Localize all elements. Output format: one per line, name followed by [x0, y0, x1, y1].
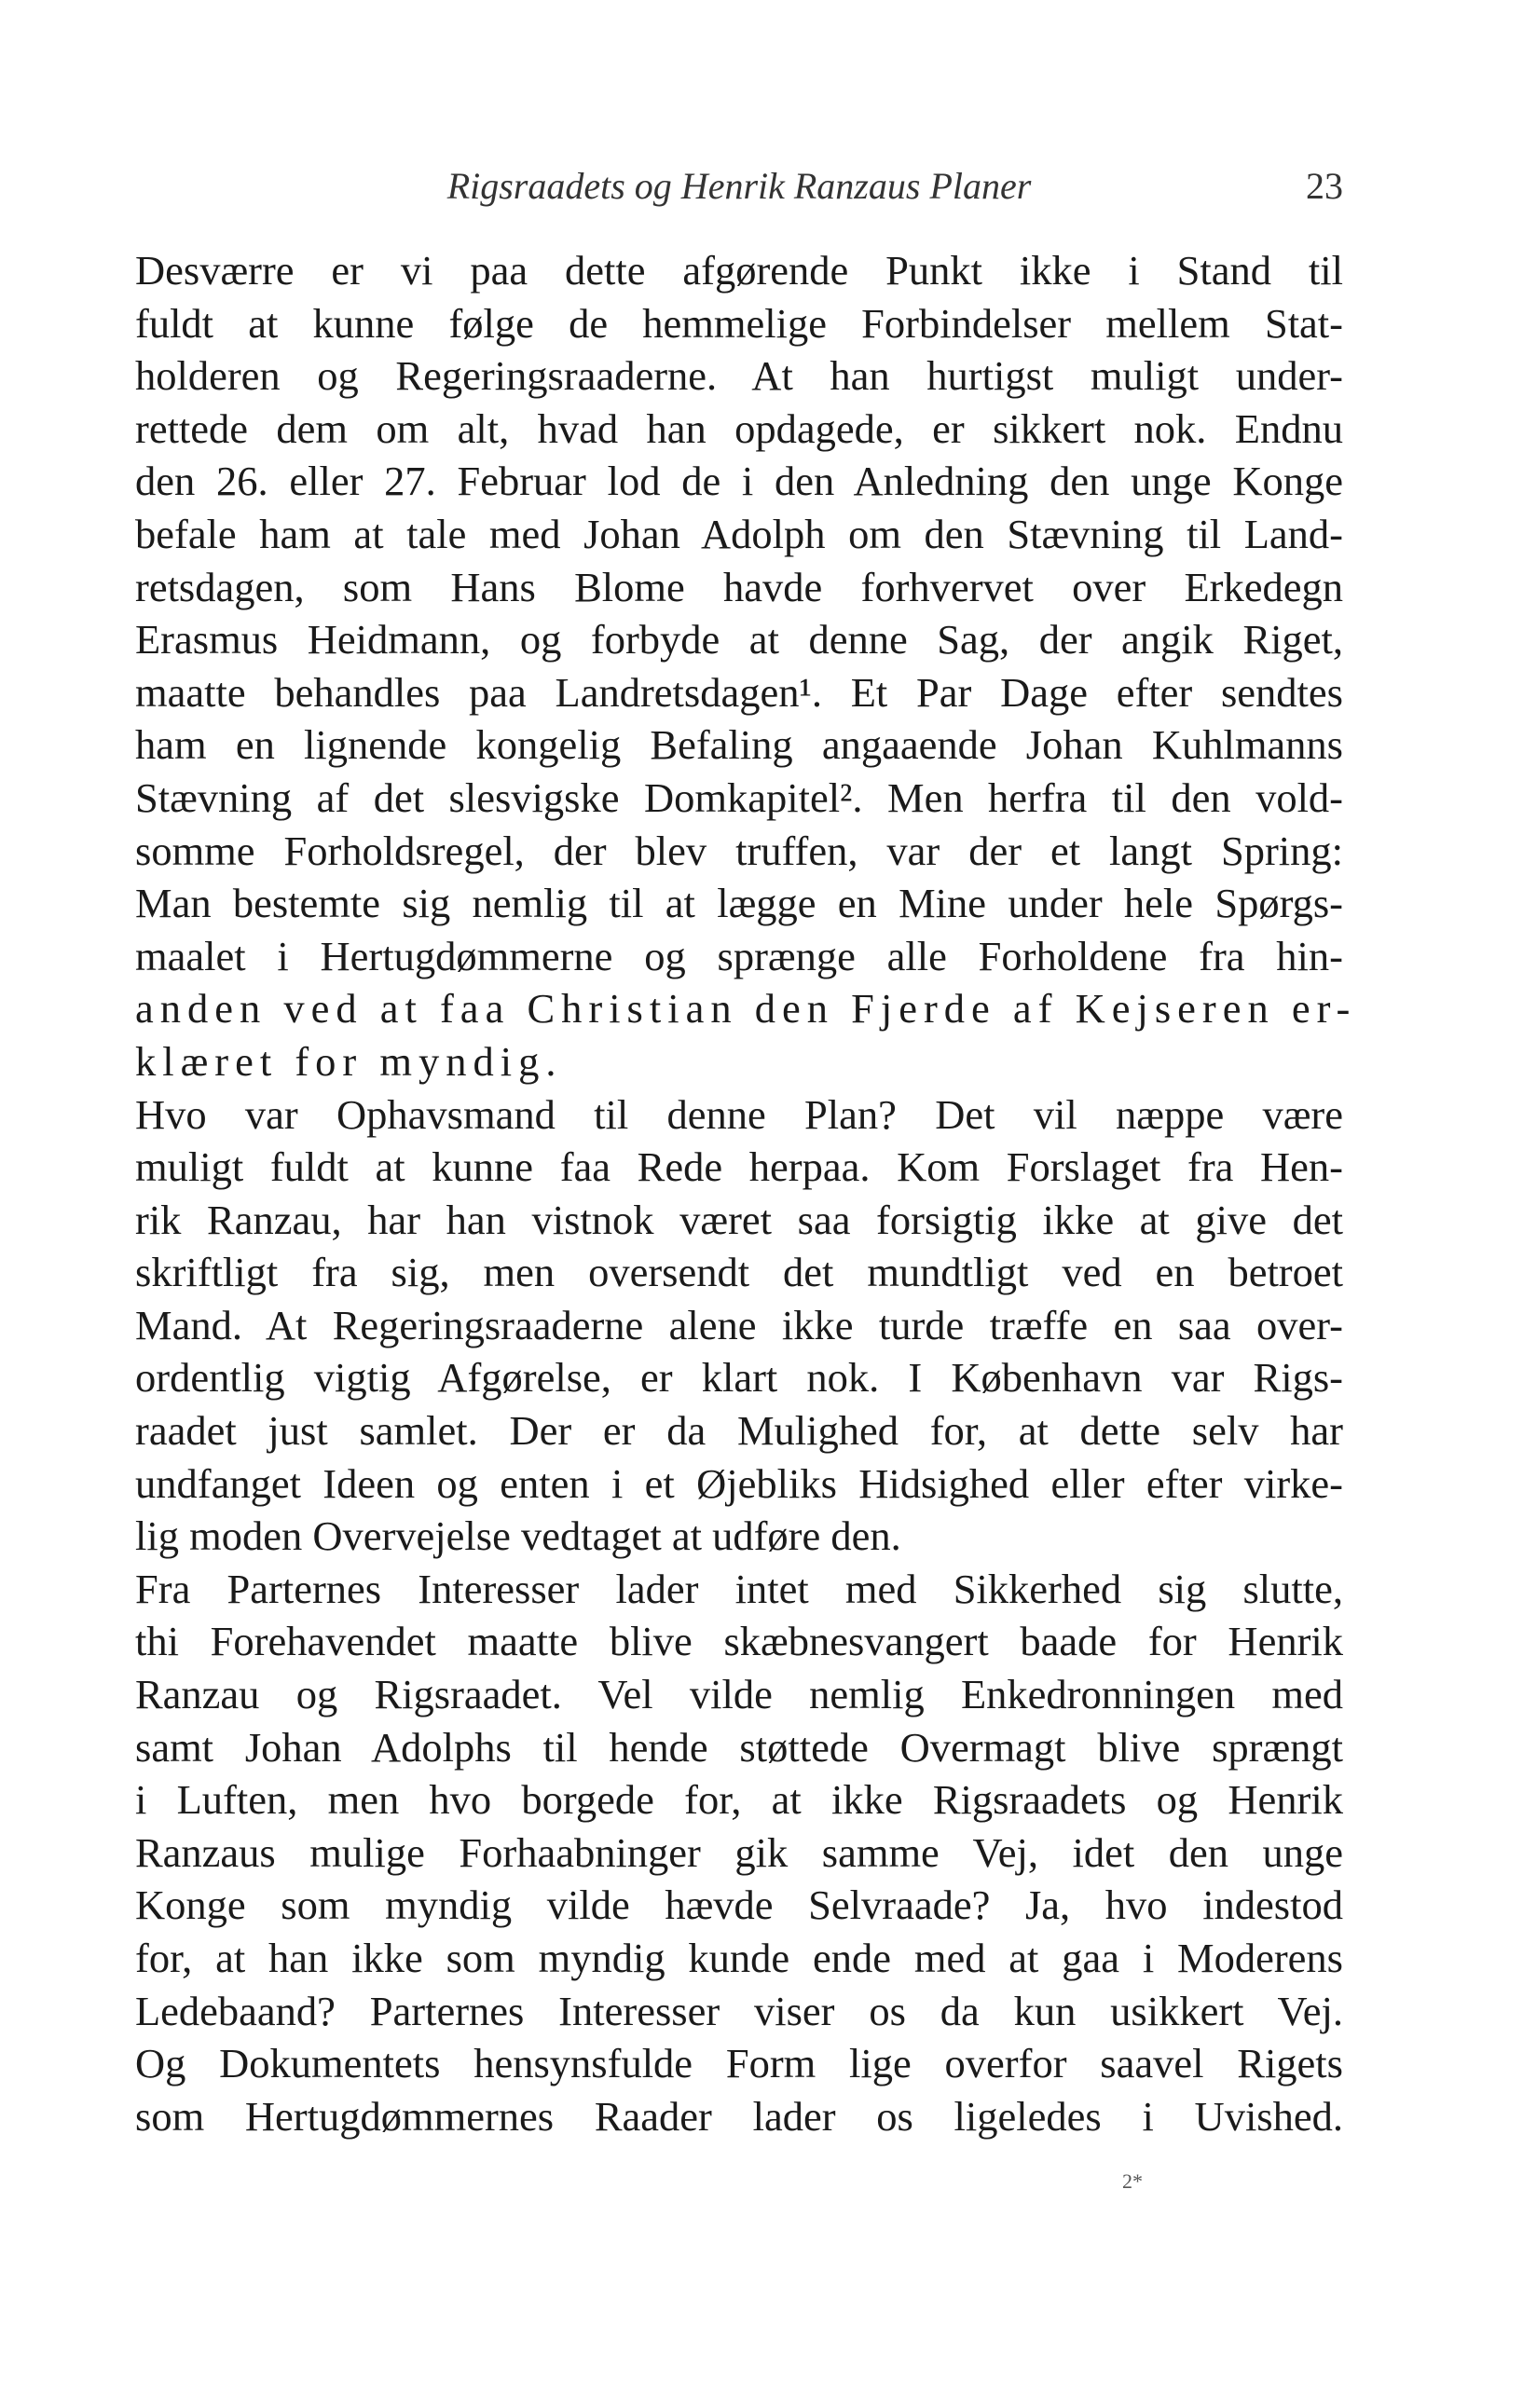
- text-line: i Luften, men hvo borgede for, at ikke Rigsraadets og Henrik: [135, 1776, 1343, 1824]
- text-line: anden ved at faa Christian den Fjerde af Kejseren er-: [135, 985, 1357, 1033]
- text-line: lig moden Overvejelse vedtaget at udføre den.: [135, 1512, 901, 1560]
- body-text: [135, 244, 1357, 2142]
- text-line: samt Johan Adolphs til hende støttede Overmagt blive sprængt: [135, 1723, 1343, 1771]
- paragraph: [135, 1088, 1343, 1563]
- text-line: somme Forholdsregel, der blev truffen, var der et langt Spring:: [135, 827, 1343, 874]
- text-line: Erasmus Heidmann, og forbyde at denne Sag, der angik Riget,: [135, 616, 1343, 664]
- text-line: som Hertugdømmernes Raader lader os ligeledes i Uvished.: [135, 2092, 1343, 2140]
- text-line: ordentlig vigtig Afgørelse, er klart nok. I København var Rigs-: [135, 1354, 1343, 1402]
- paragraph: [135, 1563, 1343, 2143]
- running-title: Rigsraadets og Henrik Ranzaus Planer: [446, 165, 1032, 207]
- text-line: Fra Parternes Interesser lader intet med Sikkerhed sig slutte,: [135, 1565, 1343, 1612]
- text-line: thi Forehavendet maatte blive skæbnesvangert baade for Henrik: [135, 1618, 1343, 1665]
- text-line: Ranzau og Rigsraadet. Vel vilde nemlig Enkedronningen med: [135, 1671, 1343, 1718]
- text-line: for, at han ikke som myndig kunde ende med at gaa i Moderens: [135, 1935, 1343, 1981]
- text-line: Hvo var Ophavsmand til denne Plan? Det vil næppe være: [135, 1090, 1343, 1138]
- page-number: 23: [1306, 165, 1343, 207]
- text-line: rik Ranzau, har han vistnok været saa forsigtig ikke at give det: [135, 1196, 1343, 1243]
- text-line: Desværre er vi paa dette afgørende Punkt ikke i Stand til: [135, 247, 1343, 294]
- paragraph: [135, 244, 1357, 1088]
- text-line: undfanget Ideen og enten i et Øjebliks Hidsighed eller efter virke-: [135, 1459, 1343, 1507]
- text-line: skriftligt fra sig, men oversendt det mundtligt ved en betroet: [135, 1249, 1343, 1296]
- text-line: Mand. At Regeringsraaderne alene ikke turde træffe en saa over-: [135, 1301, 1343, 1348]
- text-line: Stævning af det slesvigske Domkapitel². Men herfra til den vold-: [135, 773, 1343, 821]
- text-line: maatte behandles paa Landretsdagen¹. Et Par Dage efter sendtes: [135, 668, 1343, 716]
- text-line: Og Dokumentets hensynsfulde Form lige overfor saavel Rigets: [135, 2040, 1343, 2087]
- text-line: maalet i Hertugdømmerne og sprænge alle Forholdene fra hin-: [135, 932, 1343, 979]
- text-line: den 26. eller 27. Februar lod de i den Anledning den unge Konge: [135, 458, 1343, 505]
- signature-mark: 2*: [1122, 2169, 1143, 2193]
- page-header: [135, 157, 1343, 216]
- text-line: klæret for myndig.: [135, 1037, 563, 1085]
- text-line: Konge som myndig vilde hævde Selvraade? Ja, hvo indestod: [135, 1881, 1343, 1929]
- text-line: befale ham at tale med Johan Adolph om den Stævning til Land-: [135, 510, 1343, 557]
- text-line: Man bestemte sig nemlig til at lægge en Mine under hele Spørgs-: [135, 880, 1343, 927]
- text-line: rettede dem om alt, hvad han opdagede, er sikkert nok. Endnu: [135, 404, 1343, 452]
- text-line: Ledebaand? Parternes Interesser viser os da kun usikkert Vej.: [135, 1987, 1343, 2034]
- text-line: retsdagen, som Hans Blome havde forhvervet over Erkedegn: [135, 563, 1343, 610]
- text-line: Ranzaus mulige Forhaabninger gik samme Vej, idet den unge: [135, 1828, 1343, 1876]
- text-line: fuldt at kunne følge de hemmelige Forbindelser mellem Stat-: [135, 299, 1343, 347]
- text-line: raadet just samlet. Der er da Mulighed for, at dette selv har: [135, 1407, 1343, 1455]
- text-line: ham en lignende kongelig Befaling angaaende Johan Kuhlmanns: [135, 721, 1343, 769]
- text-line: holderen og Regeringsraaderne. At han hurtigst muligt under-: [135, 352, 1343, 400]
- text-line: muligt fuldt at kunne faa Rede herpaa. Kom Forslaget fra Hen-: [135, 1143, 1343, 1191]
